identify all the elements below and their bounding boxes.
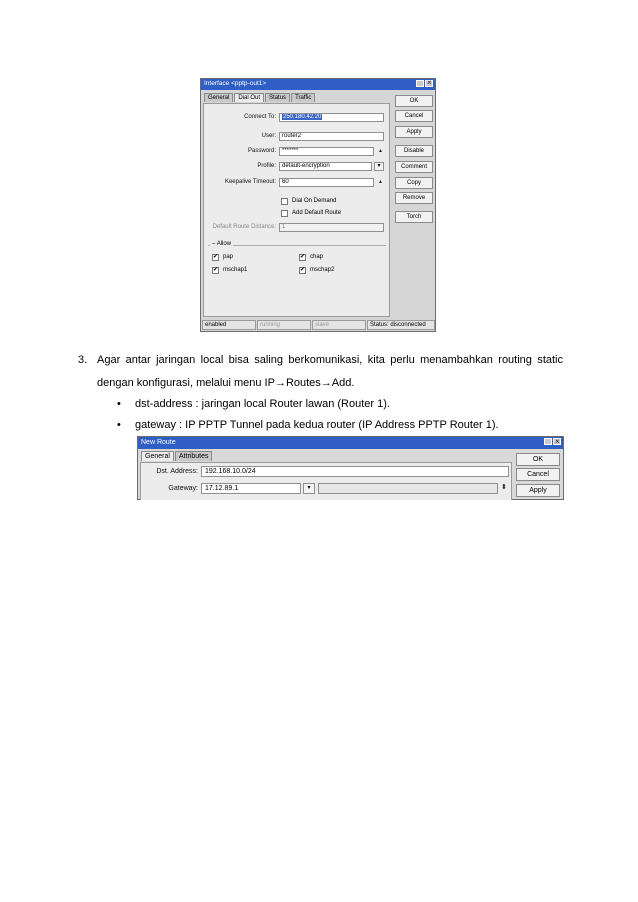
status-running: running — [257, 320, 311, 330]
paragraph-line-1-text: Agar antar jaringan local bisa saling berkomunikasi, kita perlu menambahkan routing static — [97, 354, 563, 366]
password-field[interactable]: ******* — [279, 147, 374, 156]
paragraph-line-1 — [97, 354, 563, 366]
user-label: User: — [261, 133, 276, 139]
copy-button[interactable]: Copy — [395, 177, 433, 189]
tab-traffic[interactable]: Traffic — [291, 93, 315, 102]
keepalive-field[interactable]: 60 — [279, 178, 374, 187]
dropdown-icon[interactable]: ▾ — [303, 483, 315, 494]
chap-label: chap — [310, 254, 324, 260]
dropdown-icon[interactable]: ▾ — [374, 162, 384, 171]
apply-button[interactable]: Apply — [395, 126, 433, 138]
dial-on-demand-label: Dial On Demand — [292, 198, 337, 204]
status-connection: Status: disconnected — [367, 320, 435, 330]
up-down-arrows-icon[interactable]: ⬍ — [501, 484, 507, 491]
profile-label: Profile: — [257, 163, 276, 169]
interface-window-title: Interface <pptp-out1> — [204, 80, 267, 87]
new-route-title: New Route — [141, 439, 176, 446]
allow-separator — [208, 245, 386, 246]
password-label: Password: — [247, 148, 276, 154]
torch-button[interactable]: Torch — [395, 211, 433, 223]
new-route-general-panel — [140, 462, 512, 500]
bullet-icon: • — [117, 419, 121, 431]
paragraph-line-2: dengan konfigurasi, melalui menu IP→Routes→Add. — [97, 377, 355, 389]
bullet-item-1: dst-address : jaringan local Router lawan (Router 1). — [135, 398, 390, 410]
comment-button[interactable]: Comment — [395, 161, 433, 173]
add-default-route-checkbox[interactable] — [281, 210, 288, 217]
bullet-item-2: gateway : IP PPTP Tunnel pada kedua router (IP Address PPTP Router 1). — [135, 419, 499, 431]
collapse-arrow-icon[interactable]: ▲ — [378, 148, 383, 154]
maximize-icon[interactable] — [416, 80, 424, 87]
pap-checkbox[interactable]: ✔ — [213, 254, 219, 260]
tab-attributes[interactable]: Attributes — [175, 451, 213, 461]
connect-to-label: Connect To: — [244, 114, 276, 120]
bullet-icon: • — [117, 398, 121, 410]
gateway-label: Gateway: — [168, 485, 198, 492]
dial-out-panel — [203, 103, 390, 317]
user-field[interactable]: router2 — [279, 132, 384, 141]
tab-general[interactable]: General — [141, 451, 174, 461]
mschap2-label: mschap2 — [310, 267, 335, 273]
dst-address-label: Dst. Address: — [156, 468, 198, 475]
gateway-extra-field[interactable] — [318, 483, 498, 494]
cancel-button[interactable]: Cancel — [395, 110, 433, 122]
tab-dial-out[interactable]: Dial Out — [234, 93, 264, 102]
tab-status[interactable]: Status — [265, 93, 290, 102]
add-default-route-label: Add Default Route — [292, 210, 342, 216]
default-route-distance-label: Default Route Distance: — [212, 224, 276, 230]
ok-button[interactable]: OK — [395, 95, 433, 107]
interface-window — [200, 78, 436, 332]
close-icon[interactable] — [425, 80, 433, 87]
mschap1-checkbox[interactable]: ✔ — [213, 267, 219, 273]
disable-button[interactable]: Disable — [395, 145, 433, 157]
gateway-field[interactable]: 17.12.89.1 — [201, 483, 301, 494]
default-route-distance-field[interactable]: 1 — [279, 223, 384, 232]
status-enabled: enabled — [202, 320, 256, 330]
allow-header: – Allow — [212, 241, 232, 247]
pap-label: pap — [223, 254, 234, 260]
connect-to-value: 250.180.42.20 — [283, 114, 322, 120]
dst-address-field[interactable]: 192.168.10.0/24 — [201, 466, 509, 477]
apply-button[interactable]: Apply — [516, 484, 560, 497]
keepalive-label: Keepalive Timeout: — [224, 179, 276, 185]
collapse-arrow-icon[interactable]: ▲ — [378, 179, 383, 185]
chap-checkbox[interactable]: ✔ — [300, 254, 306, 260]
profile-select[interactable]: default-encryption — [279, 162, 372, 171]
new-route-window — [137, 436, 564, 500]
cancel-button[interactable]: Cancel — [516, 468, 560, 481]
remove-button[interactable]: Remove — [395, 192, 433, 204]
ok-button[interactable]: OK — [516, 453, 560, 466]
list-item-number: 3. — [78, 354, 88, 366]
tab-general[interactable]: General — [204, 93, 233, 102]
new-route-titlebar[interactable] — [138, 437, 563, 449]
close-icon[interactable] — [553, 438, 561, 445]
maximize-icon[interactable] — [544, 438, 552, 445]
dial-on-demand-checkbox[interactable] — [281, 198, 288, 205]
interface-window-titlebar[interactable] — [201, 79, 435, 90]
mschap2-checkbox[interactable]: ✔ — [300, 267, 306, 273]
status-slave: slave — [312, 320, 366, 330]
mschap1-label: mschap1 — [223, 267, 248, 273]
connect-to-field[interactable] — [279, 113, 384, 122]
